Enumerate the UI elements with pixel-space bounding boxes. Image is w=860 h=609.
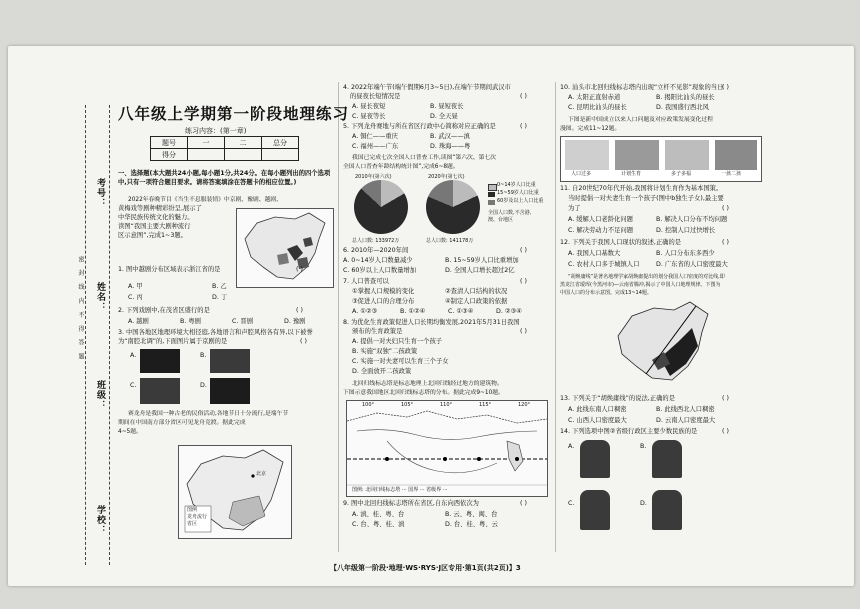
seal-line-notice: 密 封 线 内 不 得 答 题 [77,256,84,363]
longitude-label: 105° [401,402,414,408]
q11-option-d[interactable]: D. 控制人口过快增长 [656,227,716,234]
q7-statement: ②查清人口结构的状况 [445,288,508,295]
q11-option-c[interactable]: C. 解决劳动力不足问题 [568,227,634,234]
question-7: 7. 人口普查可以 [343,278,389,285]
q4-option-c[interactable]: C. 昼夜等长 [352,113,386,120]
longitude-label: 100° [362,402,375,408]
question-10: 10. 汕头市北回归线标志塔内出现“立杆不见影”现象的当日 [560,84,724,91]
q4-option-d[interactable]: D. 全天昼 [430,113,458,120]
ethnic-costume-b [652,440,682,478]
population-density-map [612,298,712,388]
intro-1-line: 黄梅戏等剧种精彩纷呈,展示了 [118,205,202,212]
intro-1-line: 2022年春晚节目《当生不息服装情》中京剧、豫剧、越剧、 [128,197,282,203]
q4-option-b[interactable]: B. 昼短夜长 [430,103,464,110]
q8-option-d[interactable]: D. 全面放开二孩政策 [352,368,412,375]
cartoon-caption: 计划生育 [621,171,642,177]
pie-note: 全国人口数,不含港、澳、台地区 [488,210,535,223]
score-row-label: 得分 [151,149,188,161]
exam-scope: 练习内容：(第一章) [185,127,247,135]
q6-option-a[interactable]: A. 0~14岁人口数量减少 [343,257,413,264]
question-5: 5. 下列龙舟赛地与所在省区行政中心简称对应正确的是 [343,123,496,130]
map-legend-title: 图例 [187,507,198,513]
cartoon-panel [715,140,757,170]
q8-option-b[interactable]: B. 实施“双独”二孩政策 [352,348,418,355]
pie-right-title: 2020年(第七次) [428,174,465,180]
map-capital-label: 北京 [256,471,267,477]
q2-option-d[interactable]: D. 豫剧 [284,318,306,325]
score-header-cell: 总分 [262,137,299,149]
policy-cartoon-strip [560,136,762,182]
answer-paren[interactable]: ( ) [520,278,527,285]
intro-13-line: 黑龙江省瑷珲(今黑河市)—云南省腾冲,揭示了中国人口地理规律。下图为 [560,282,721,288]
intro-4-line: 赛龙舟是我国一种古老的民俗活动,各地节日十分流行,是端午节 [128,411,289,417]
q6-option-c[interactable]: C. 60岁以上人口数量增加 [343,267,417,274]
section-one-heading: 一、选择题(本大题共24小题,每小题1分,共24分。在每小题列出的四个选项中,只有一项符合题目要求。请将答案填涂在答题卡的相应位置。) [118,170,331,186]
q8-option-c[interactable]: C. 实施一对夫妻可以生育三个子女 [352,358,449,365]
score-table [150,136,299,161]
question-11: 为了 [568,205,581,212]
question-1: 1. 图中越剧分布区域表示浙江省的是 [118,266,221,273]
page-footer: 【八年级第一阶段·地理·WS·RYS·J区专用·第1页(共2页)】3 [330,564,521,572]
q6-option-d[interactable]: D. 全国人口增长超过2亿 [445,267,515,274]
intro-11-line: 漫图。完成11~12题。 [560,126,621,132]
pie-right-total: 总人口数: 141178万 [426,238,474,244]
q5-option-a[interactable]: A. 铜仁——重庆 [352,133,398,140]
exam-title: 八年级上学期第一阶段地理练习 [118,105,350,123]
question-6: 6. 2010年—2020年间 [343,247,409,254]
score-cell[interactable] [225,149,262,161]
tropic-of-cancer-map [346,400,548,497]
question-9: 9. 图中北回归线标志塔所在省区,自东向西依次为 [343,500,479,507]
q1-option-a[interactable]: A. 甲 [128,283,143,290]
column-divider-1 [338,82,339,552]
longitude-label: 110° [440,402,453,408]
score-header-cell: 题号 [151,137,188,149]
intro-1-line: 中华民族传统文化的魅力。 [118,214,194,221]
answer-paren[interactable]: ( ) [722,239,729,246]
intro-6-line: 我国已完成七次全国人口普查工作,读图“第六次、第七次 [352,155,496,161]
q12-option-b[interactable]: B. 人口分布东多西少 [656,250,715,257]
cartoon-caption: 多子多福 [671,171,692,177]
exam-number-label: 考号： [95,178,105,208]
question-3: 3. 中国各地区地理环境大相径庭,各地语言和声腔风格各有异,以下被誉为“南腔北调”的,下面图片属于京剧的是 [118,329,313,345]
opera-photo-a [140,349,180,373]
q10-option-b[interactable]: B. 揭阳比汕头的昼长 [656,94,715,101]
map-legend-item: 龙舟流行 [187,514,208,520]
q12-option-d[interactable]: D. 广东省的人口密度最大 [656,261,728,268]
answer-paren[interactable]: ( ) [722,205,729,212]
q3-option-a[interactable]: A. [130,352,137,359]
population-pie-2020 [426,180,480,234]
map-legend-item: 省区 [187,521,198,527]
q7-option-c[interactable]: C. ①③④ [448,308,474,315]
question-14: 14. 下列选项中图②省级行政区主要少数民族的是 [560,428,698,435]
opera-regions-map [236,208,334,288]
q9-option-a[interactable]: A. 滇、桂、粤、台 [352,511,405,518]
q9-option-c[interactable]: C. 台、粤、桂、滇 [352,521,405,528]
pie-legend-item: 15~59岁人口比重 [497,190,539,196]
binding-line-inner [109,105,110,565]
score-header-cell: 二 [225,137,262,149]
answer-paren[interactable]: ( ) [722,395,729,402]
intro-6-line: 全国人口普查年龄结构统计图”,完成6~8题。 [343,164,459,170]
q10-option-c[interactable]: C. 昆明比汕头的昼长 [568,104,627,111]
q2-option-c[interactable]: C. 晋剧 [232,318,253,325]
answer-paren[interactable]: ( ) [520,93,527,100]
intro-11-line: 下图是新中国成立以来人口问题及对应政策发展变化过程 [568,117,713,123]
q4-option-a[interactable]: A. 昼长夜短 [352,103,386,110]
q3-option-c[interactable]: C. [130,382,137,389]
q7-option-d[interactable]: D. ②③④ [496,308,522,315]
q9-option-b[interactable]: B. 云、粤、闽、台 [445,511,498,518]
q2-option-b[interactable]: B. 粤剧 [180,318,201,325]
ethnic-costume-c [580,490,610,530]
q10-option-a[interactable]: A. 太阳正直射赤道 [568,94,621,101]
intro-4-line: 4~5题。 [118,429,142,435]
q6-option-b[interactable]: B. 15~59岁人口比重增加 [445,257,519,264]
score-cell[interactable] [188,149,225,161]
pie-left-total: 总人口数: 133972万 [352,238,400,244]
student-name-label: 姓名： [95,282,105,312]
score-cell[interactable] [262,149,299,161]
q13-option-b[interactable]: B. 此线西北人口稠密 [656,406,715,413]
opera-photo-c [140,378,180,404]
answer-paren[interactable]: ( ) [520,247,527,254]
q7-option-b[interactable]: B. ①②④ [400,308,426,315]
intro-13-line: “胡焕庸线”是著名地理学家胡焕庸提出的划分我国人口密度的对比线,即 [568,274,725,280]
pie-legend-item: 60岁及以上人口比重 [497,198,544,204]
q10-option-d[interactable]: D. 我国盛行西北风 [656,104,709,111]
cartoon-panel [665,140,709,170]
q14-option-a[interactable]: A. [568,443,575,450]
q13-option-d[interactable]: D. 云南人口密度最大 [656,417,716,424]
intro-1-line: 区示意图”,完成1~3题。 [118,232,187,239]
answer-paren[interactable]: ( ) [520,123,527,130]
q7-statement: ③促进人口的合理分布 [352,298,415,305]
opera-photo-b [210,349,250,373]
question-13: 13. 下列关于“胡焕庸线”的说法,正确的是 [560,395,675,402]
answer-paren[interactable]: ( ) [296,307,303,314]
question-8: 8. 为优化生育政策促进人口长期均衡发展,2021年5月31日我国 [343,319,520,326]
q9-option-d[interactable]: D. 台、桂、粤、云 [445,521,498,528]
q8-option-a[interactable]: A. 提倡一对夫妇只生育一个孩子 [352,338,443,345]
answer-paren[interactable]: ( ) [722,428,729,435]
q14-option-c[interactable]: C. [568,500,575,507]
q1-option-c[interactable]: C. 丙 [128,294,143,301]
q3-option-b[interactable]: B. [200,352,207,359]
school-label: 学校： [95,505,105,535]
question-11: 11. 自20世纪70年代开始,我国将计划生育作为基本国策。 [560,185,723,192]
q13-option-c[interactable]: C. 山西人口密度最大 [568,417,627,424]
q11-option-b[interactable]: B. 解决人口分布不均问题 [656,216,728,223]
q1-option-b[interactable]: B. 乙 [212,283,227,290]
question-2: 2. 下列戏剧中,在茂省区盛行的是 [118,307,210,314]
map-legend: 图例: 北回归线标志塔 ··· 国界 ··· 省级界 ··· [352,487,448,493]
q5-option-d[interactable]: D. 珠海——粤 [430,143,471,150]
score-header-cell: 一 [188,137,225,149]
cartoon-caption: 人口过多 [571,171,592,177]
pie-legend-item: 0~14岁人口比重 [497,182,536,188]
question-11: 当时提倡一对夫妻生育一个孩子(图中b独生子女),最主要 [568,195,724,202]
q7-statement: ④制定人口政策的依据 [445,298,508,305]
answer-paren[interactable]: ( ) [300,338,307,345]
pie-legend-swatch [488,200,495,205]
column-divider-2 [555,82,556,552]
cartoon-panel [615,140,659,170]
answer-paren[interactable]: ( ) [296,266,303,273]
q5-option-b[interactable]: B. 武汉——滇 [430,133,470,140]
answer-paren[interactable]: ( ) [722,84,729,91]
intro-1-line: 读图“我国主要大剧种流行 [118,223,191,230]
answer-paren[interactable]: ( ) [520,328,527,335]
q7-statement: ①掌握人口规模的变化 [352,288,415,295]
q3-option-d[interactable]: D. [200,382,207,389]
cartoon-caption: 一孩二孩 [721,171,742,177]
pie-legend-swatch [488,192,495,197]
intro-9-line: 北回归线标志塔是标志地理上北回归线经过地方的建筑物。 [352,381,503,387]
question-4: 4. 2022年端午节(端午假期6月3~5日),在端午节期间武汉市 [343,84,511,91]
q1-option-d[interactable]: D. 丁 [212,294,228,301]
answer-paren[interactable]: ( ) [520,500,527,507]
q12-option-a[interactable]: A. 我国人口基数大 [568,250,621,257]
question-12: 12. 下列关于我国人口现状的叙述,正确的是 [560,239,682,246]
q14-option-b[interactable]: B. [640,443,647,450]
pie-left-title: 2010年(第六次) [355,174,392,180]
q12-option-c[interactable]: C. 农村人口多于城镇人口 [568,261,640,268]
pie-legend-swatch [488,184,497,191]
q2-option-a[interactable]: A. 越剧 [128,318,149,325]
opera-photo-d [210,378,250,404]
q14-option-d[interactable]: D. [640,500,647,507]
intro-4-line: 期间在中国南方部分省区可见龙舟竞渡。据此完成 [118,420,246,426]
q5-option-c[interactable]: C. 福州——广东 [352,143,399,150]
q7-option-a[interactable]: A. ①②③ [352,308,378,315]
question-8: 颁布的生育政策是 [352,328,403,335]
question-4: 的昼夜长短情况是 [350,93,401,100]
cartoon-panel [565,140,609,170]
q11-option-a[interactable]: A. 缓解人口老龄化问题 [568,216,633,223]
ethnic-costume-a [580,440,610,478]
longitude-label: 120° [518,402,531,408]
intro-9-line: 下图示意我国地区北回归线标志塔的分布。据此完成9~10题。 [343,390,504,396]
population-pie-2010 [354,180,408,234]
q13-option-a[interactable]: A. 此线东南人口稠密 [568,406,627,413]
ethnic-costume-d [652,490,682,530]
binding-line-outer [85,105,86,565]
longitude-label: 115° [479,402,492,408]
class-label: 班级： [95,380,105,410]
dragon-boat-map [178,445,292,539]
intro-13-line: 中国人口的分布示意图。完成13~14题。 [560,290,652,296]
